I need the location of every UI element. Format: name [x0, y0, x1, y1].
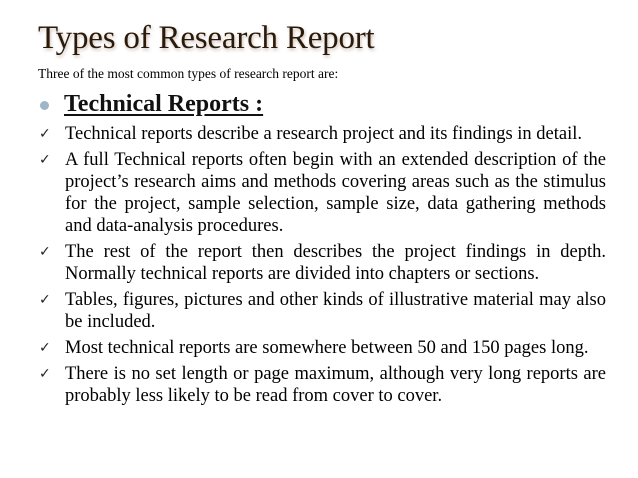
checkmark-icon: ✓ [39, 152, 51, 168]
list-item-text: A full Technical reports often begin with an extended description of the project’s research aims and methods covering areas such as the stimulus for the project, sample selection, sample size, data gathering methods and data-analysis procedures. [65, 150, 606, 236]
slide-title: Types of Research Report [38, 20, 375, 56]
list-item [38, 149, 606, 237]
list-item [38, 123, 606, 145]
round-bullet-icon [40, 101, 49, 110]
checkmark-icon: ✓ [39, 244, 51, 260]
list-item-text: There is no set length or page maximum, although very long reports are probably less likely to be read from cover to cover. [65, 364, 606, 406]
section-heading-row [40, 89, 263, 119]
list-item-text: Tables, figures, pictures and other kinds of illustrative material may also be included. [65, 290, 606, 332]
bullet-list [38, 123, 606, 411]
checkmark-icon: ✓ [39, 340, 51, 356]
section-heading: Technical Reports : [64, 91, 264, 117]
checkmark-icon: ✓ [39, 366, 51, 382]
list-item-text: The rest of the report then describes the project findings in depth. Normally technical reports are divided into chapters or sections. [65, 242, 606, 284]
list-item [38, 337, 606, 359]
list-item-text: Technical reports describe a research project and its findings in detail. [65, 124, 583, 144]
checkmark-icon: ✓ [39, 292, 51, 308]
list-item-text: Most technical reports are somewhere between 50 and 150 pages long. [65, 338, 589, 358]
list-item [38, 363, 606, 407]
checkmark-icon: ✓ [39, 126, 51, 142]
slide-subtitle: Three of the most common types of research report are: [38, 66, 339, 81]
list-item [38, 289, 606, 333]
list-item [38, 241, 606, 285]
